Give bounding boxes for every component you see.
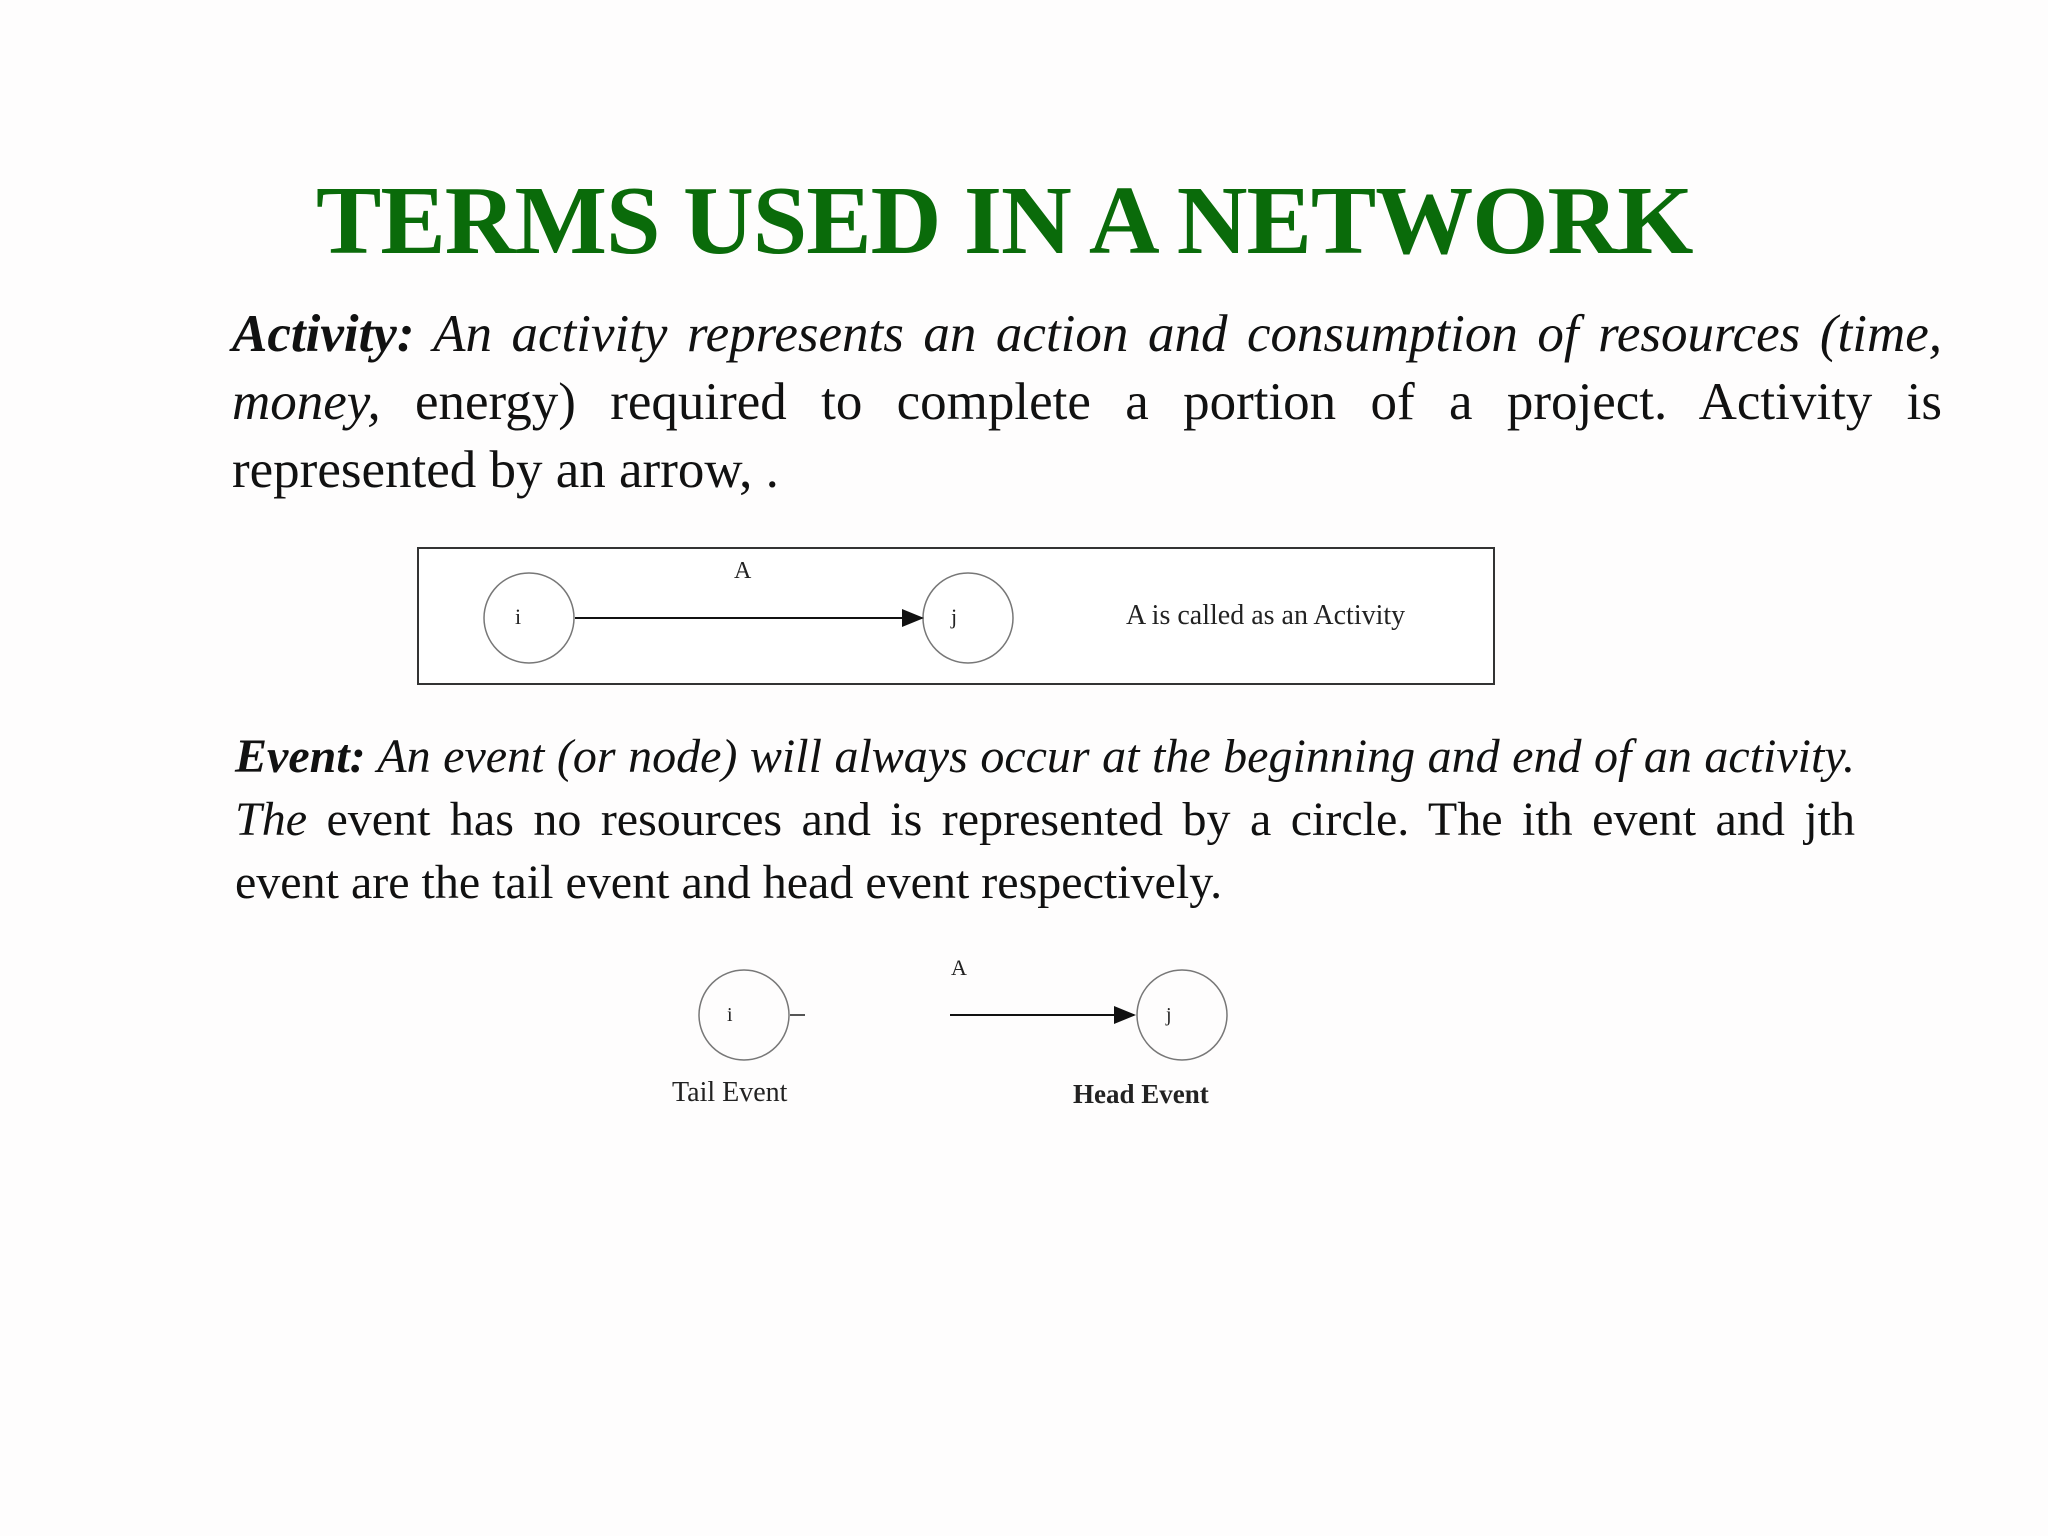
node-j-label: j <box>951 604 958 629</box>
slide-title: TERMS USED IN A NETWORK <box>316 167 1693 275</box>
event-term: Event: <box>235 730 366 783</box>
activity-caption: A is called as an Activity <box>1126 600 1406 631</box>
arrow-label: A <box>734 558 752 584</box>
event-diagram <box>672 955 1227 1109</box>
head-node-circle <box>1137 970 1227 1060</box>
event-plain-text: event has no resources and is represented by a circle. The ith event and jth event are the tail event and head event respectively. <box>235 793 1855 909</box>
head-node-label: j <box>1166 1004 1172 1026</box>
activity-diagram <box>418 548 1494 684</box>
tail-node-label: i <box>727 1004 733 1026</box>
head-event-label: Head Event <box>1073 1079 1209 1109</box>
event-italic-text: An event (or node) will always occur at the beginning and end of an activity. The <box>235 730 1855 846</box>
tail-event-label: Tail Event <box>672 1077 788 1108</box>
event-arrow-label: A <box>951 955 967 980</box>
tail-node-circle <box>699 970 789 1060</box>
activity-italic-text: An activity represents an action and consumption of resources (time, money, <box>232 305 1942 431</box>
activity-plain-text: energy) required to complete a portion of a project. Activity is represented by an arrow, . <box>232 373 1942 499</box>
node-i-label: i <box>515 604 522 629</box>
activity-term: Activity: <box>232 305 415 363</box>
